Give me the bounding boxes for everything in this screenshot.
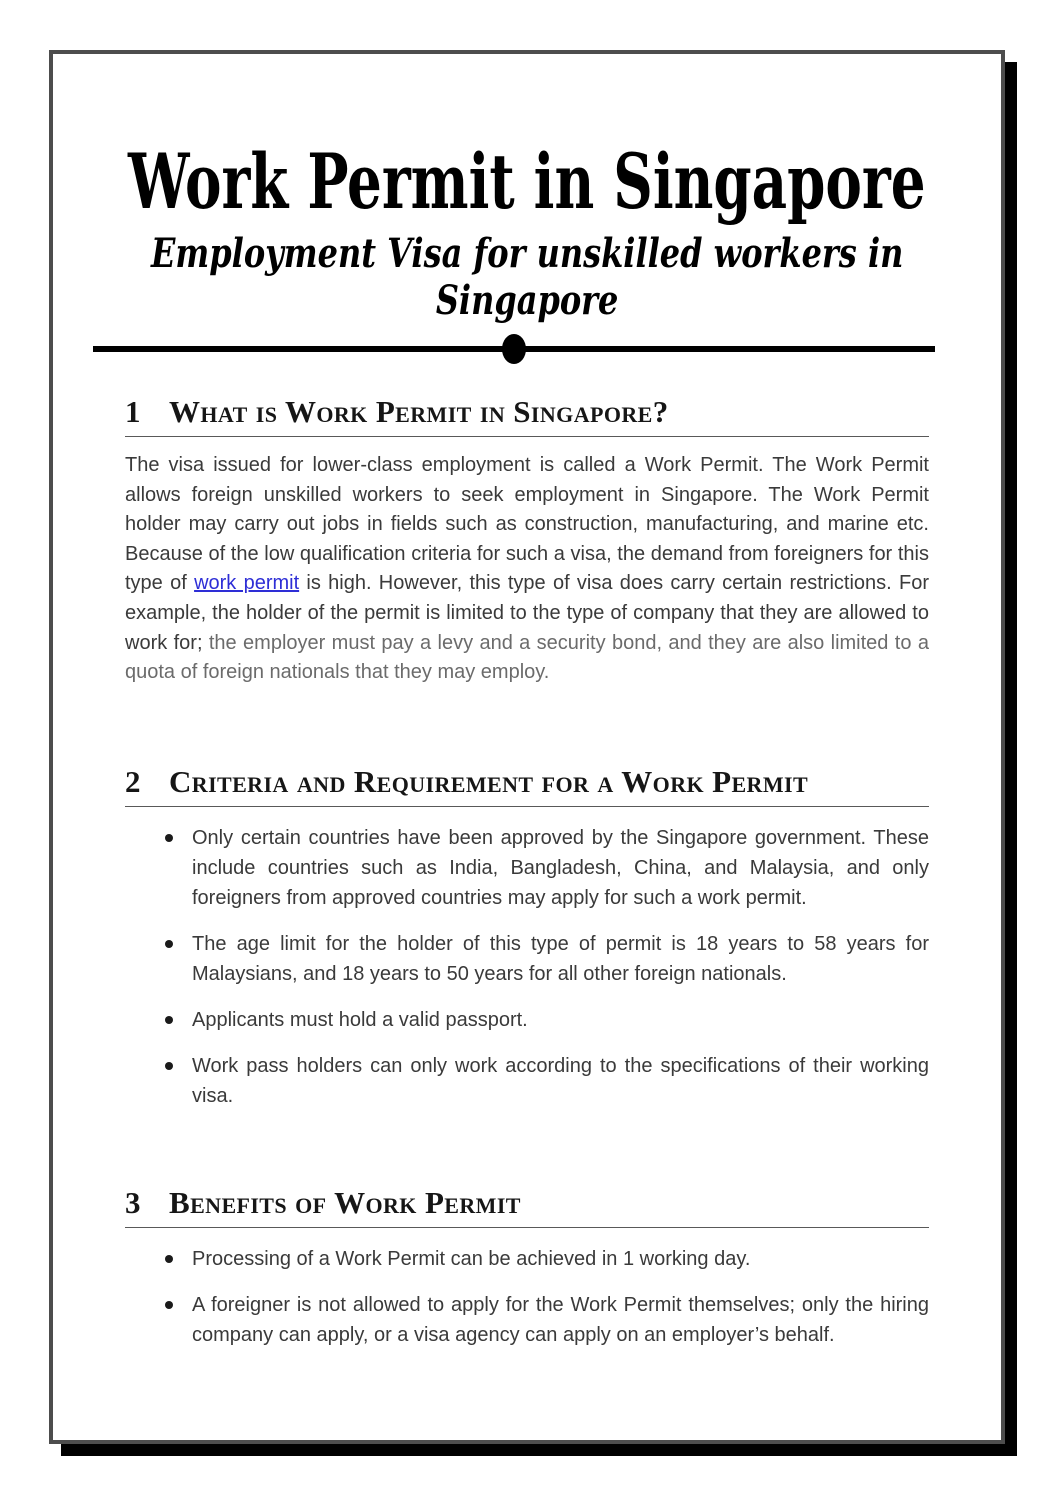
document-subtitle-line2: Singapore (435, 277, 619, 324)
bullet-icon (165, 1016, 173, 1024)
list-item (125, 1290, 929, 1350)
bullet-icon (165, 1255, 173, 1263)
work-permit-link[interactable]: work permit (194, 572, 300, 595)
list-item-text: Work pass holders can only work according to the specifications of their working visa. (192, 1054, 929, 1107)
list-item-text: A foreigner is not allowed to apply for the Work Permit themselves; only the hiring company can apply, or a visa agency can apply on an employer’s behalf. (192, 1293, 929, 1346)
document-title-text: Work Permit in Singapore (128, 137, 926, 226)
paragraph-middle-text: is high. However, this type of visa does carry certain restrictions. For example, the holder of the permit is limited to the type of company that they are allowed to work for; (125, 572, 929, 654)
paragraph-muted-text: the employer must pay a levy and a security bond, and they are also limited to a quota of foreign nationals that they may employ. (125, 631, 929, 684)
list-item (125, 1005, 929, 1035)
list-item-text: Applicants must hold a valid passport. (192, 1008, 528, 1031)
title-divider-rule (93, 346, 935, 352)
section-3-heading-text: Benefits of Work Permit (169, 1184, 521, 1220)
list-item-text: Processing of a Work Permit can be achieved in 1 working day. (192, 1247, 751, 1270)
list-item-text: Only certain countries have been approved by the Singapore government. These include countries such as India, Bangladesh, China, and Malaysia, and only foreigners from approved countries may apply for such a work permit. (192, 826, 929, 909)
bullet-icon (165, 1062, 173, 1070)
document-subtitle-line1: Employment Visa for unskilled workers in (150, 230, 904, 277)
list-item (125, 823, 929, 913)
section-2-number: 2 (125, 763, 141, 799)
section-2-heading-text: Criteria and Requirement for a Work Permit (169, 763, 809, 799)
list-item-text: The age limit for the holder of this type of permit is 18 years to 58 years for Malaysians, and 18 years to 50 years for all other foreign nationals. (192, 932, 929, 985)
document-page (49, 50, 1005, 1444)
section-1-heading-text: What is Work Permit in Singapore? (169, 394, 669, 429)
bullet-icon (165, 834, 173, 842)
paragraph-lead-text: The visa issued for lower-class employment is called a Work Permit. The Work Permit allows foreign unskilled workers to seek employment in Singapore. The Work Permit holder may carry out jobs in fields such as construction, manufacturing, and marine etc. Because of the low qualification criteria for such a visa, the demand from foreigners for this type of (125, 454, 929, 595)
section-3-bullet-list (125, 1244, 929, 1350)
list-item (125, 1244, 929, 1274)
section-3-heading (125, 1185, 929, 1228)
section-3-number: 3 (125, 1184, 141, 1220)
section-2-bullet-list (125, 823, 929, 1111)
section-2-heading (125, 764, 929, 807)
section-1-heading (125, 394, 929, 437)
document-subtitle (125, 230, 929, 324)
bullet-icon (165, 1301, 173, 1309)
section-1-paragraph (125, 451, 929, 688)
document-title (125, 137, 929, 226)
bullet-icon (165, 940, 173, 948)
section-1-number: 1 (125, 394, 141, 429)
divider-ornament-icon (502, 334, 526, 364)
list-item (125, 1051, 929, 1111)
list-item (125, 929, 929, 989)
